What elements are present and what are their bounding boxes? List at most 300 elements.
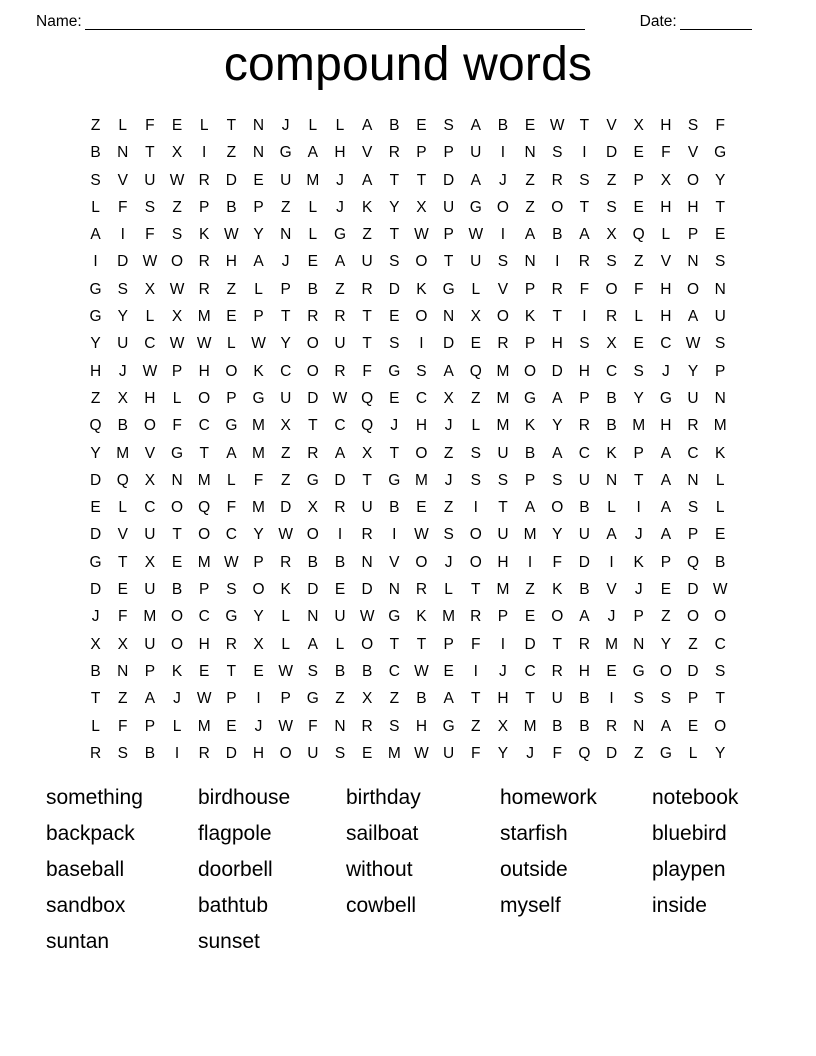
grid-cell[interactable]: R (280, 553, 292, 571)
grid-cell[interactable]: A (660, 526, 672, 544)
grid-cell[interactable]: U (551, 690, 563, 708)
grid-cell[interactable]: G (469, 198, 482, 216)
grid-cell[interactable]: M (116, 444, 130, 462)
grid-cell[interactable]: T (715, 198, 725, 216)
grid-cell[interactable]: F (172, 417, 182, 435)
grid-cell[interactable]: S (416, 362, 427, 380)
grid-cell[interactable]: K (552, 581, 563, 599)
grid-cell[interactable]: O (171, 608, 184, 626)
grid-cell[interactable]: C (605, 362, 618, 380)
grid-cell[interactable]: Y (90, 335, 101, 353)
grid-cell[interactable]: P (633, 608, 644, 626)
grid-cell[interactable]: Z (118, 690, 128, 708)
grid-cell[interactable]: G (171, 444, 184, 462)
grid-cell[interactable]: Z (226, 280, 237, 298)
grid-cell[interactable]: E (660, 581, 672, 599)
word-list-item[interactable]: sailboat (346, 822, 419, 845)
grid-cell[interactable]: Q (578, 744, 591, 762)
grid-cell[interactable]: A (334, 444, 346, 462)
grid-cell[interactable]: N (252, 144, 265, 162)
grid-cell[interactable]: D (334, 471, 346, 489)
grid-cell[interactable]: W (142, 362, 158, 380)
grid-cell[interactable]: R (198, 253, 210, 271)
grid-cell[interactable]: F (145, 226, 155, 244)
grid-cell[interactable]: S (90, 171, 101, 189)
grid-cell[interactable]: I (500, 635, 506, 653)
grid-cell[interactable]: H (578, 662, 590, 680)
grid-cell[interactable]: U (578, 526, 590, 544)
grid-cell[interactable]: O (171, 635, 184, 653)
grid-cell[interactable]: T (226, 662, 237, 680)
grid-cell[interactable]: K (199, 226, 210, 244)
grid-cell[interactable]: A (524, 226, 536, 244)
grid-cell[interactable]: A (552, 444, 563, 462)
grid-cell[interactable]: O (496, 308, 509, 326)
grid-cell[interactable]: A (687, 308, 699, 326)
grid-cell[interactable]: D (117, 253, 129, 271)
grid-cell[interactable]: W (414, 744, 429, 762)
grid-cell[interactable]: A (470, 117, 481, 134)
grid-cell[interactable]: G (306, 471, 319, 489)
grid-cell[interactable]: C (687, 444, 699, 462)
grid-cell[interactable]: E (253, 171, 264, 189)
grid-cell[interactable]: R (334, 362, 346, 380)
grid-cell[interactable]: R (361, 717, 373, 735)
grid-cell[interactable]: J (499, 171, 507, 189)
grid-cell[interactable]: J (173, 690, 181, 708)
grid-cell[interactable]: S (470, 471, 481, 489)
grid-cell[interactable]: X (497, 717, 509, 735)
grid-cell[interactable]: G (225, 608, 238, 626)
grid-cell[interactable]: P (524, 280, 536, 298)
grid-cell[interactable]: X (470, 308, 481, 326)
grid-cell[interactable]: Y (117, 308, 128, 326)
grid-cell[interactable]: Y (552, 417, 563, 435)
grid-cell[interactable]: E (606, 662, 617, 680)
grid-cell[interactable]: O (415, 253, 428, 271)
grid-cell[interactable]: O (686, 608, 700, 626)
grid-cell[interactable]: C (144, 499, 156, 517)
grid-cell[interactable]: P (579, 389, 590, 407)
grid-cell[interactable]: O (686, 280, 700, 298)
grid-cell[interactable]: P (253, 553, 264, 571)
grid-cell[interactable]: W (169, 335, 185, 353)
grid-cell[interactable]: S (579, 171, 590, 189)
grid-cell[interactable]: M (197, 471, 211, 489)
grid-cell[interactable]: R (361, 526, 373, 544)
grid-cell[interactable]: J (444, 553, 453, 571)
grid-cell[interactable]: H (687, 198, 699, 216)
grid-cell[interactable]: O (659, 662, 672, 680)
grid-cell[interactable]: Y (253, 526, 264, 544)
grid-cell[interactable]: C (415, 389, 428, 407)
grid-cell[interactable]: T (226, 117, 237, 134)
grid-cell[interactable]: T (552, 635, 562, 653)
grid-cell[interactable]: M (442, 608, 456, 626)
grid-cell[interactable]: T (633, 471, 644, 489)
grid-cell[interactable]: I (93, 253, 98, 271)
grid-cell[interactable]: L (118, 499, 128, 517)
grid-cell[interactable]: H (497, 690, 509, 708)
grid-cell[interactable]: T (362, 335, 372, 353)
grid-cell[interactable]: N (633, 717, 645, 735)
grid-cell[interactable]: U (144, 635, 156, 653)
grid-cell[interactable]: C (198, 417, 210, 435)
grid-cell[interactable]: M (252, 417, 265, 435)
grid-cell[interactable]: B (606, 389, 617, 407)
grid-cell[interactable]: A (579, 608, 590, 626)
grid-cell[interactable]: Z (525, 171, 535, 189)
grid-cell[interactable]: O (306, 526, 319, 544)
grid-cell[interactable]: Z (633, 253, 644, 271)
grid-cell[interactable]: X (90, 635, 101, 653)
grid-cell[interactable]: U (334, 608, 346, 626)
grid-cell[interactable]: O (306, 362, 319, 380)
word-list-item[interactable]: homework (500, 786, 597, 809)
grid-cell[interactable]: G (252, 389, 265, 407)
grid-cell[interactable]: J (281, 253, 290, 271)
grid-cell[interactable]: T (280, 308, 291, 326)
grid-cell[interactable]: E (524, 117, 536, 134)
word-list-item[interactable]: flagpole (198, 822, 272, 845)
grid-cell[interactable]: Q (469, 362, 482, 380)
grid-cell[interactable]: R (687, 417, 699, 435)
word-list-item[interactable]: baseball (46, 858, 125, 881)
grid-cell[interactable]: H (198, 362, 210, 380)
grid-cell[interactable]: P (443, 635, 454, 653)
grid-cell[interactable]: W (142, 253, 158, 271)
grid-cell[interactable]: Z (633, 744, 644, 762)
grid-cell[interactable]: S (470, 444, 481, 462)
word-list-item[interactable]: doorbell (198, 858, 273, 881)
grid-cell[interactable]: E (117, 581, 128, 599)
grid-cell[interactable]: T (118, 553, 128, 571)
grid-cell[interactable]: H (225, 253, 237, 271)
grid-cell[interactable]: Z (335, 690, 345, 708)
grid-cell[interactable]: S (334, 744, 346, 762)
grid-cell[interactable]: W (414, 526, 429, 544)
grid-cell[interactable]: S (171, 226, 183, 244)
grid-cell[interactable]: R (551, 662, 563, 680)
grid-cell[interactable]: P (524, 471, 536, 489)
grid-cell[interactable]: J (634, 581, 643, 599)
grid-cell[interactable]: Z (661, 608, 671, 626)
grid-cell[interactable]: P (497, 608, 509, 626)
grid-cell[interactable]: J (661, 362, 670, 380)
grid-cell[interactable]: M (252, 444, 265, 462)
grid-cell[interactable]: O (496, 198, 509, 216)
grid-cell[interactable]: C (225, 526, 237, 544)
grid-cell[interactable]: E (199, 662, 210, 680)
grid-cell[interactable]: A (253, 253, 264, 271)
grid-cell[interactable]: H (578, 362, 590, 380)
grid-cell[interactable]: H (497, 553, 509, 571)
grid-cell[interactable]: S (715, 253, 726, 271)
grid-cell[interactable]: S (552, 144, 563, 162)
grid-cell[interactable]: P (253, 198, 264, 216)
grid-cell[interactable]: I (582, 144, 587, 162)
grid-cell[interactable]: R (388, 144, 400, 162)
grid-cell[interactable]: T (90, 690, 101, 708)
grid-cell[interactable]: H (660, 308, 672, 326)
grid-cell[interactable]: O (551, 198, 564, 216)
grid-cell[interactable]: F (633, 280, 644, 298)
grid-cell[interactable]: I (500, 226, 506, 244)
grid-cell[interactable]: U (144, 171, 156, 189)
grid-cell[interactable]: D (687, 581, 699, 599)
grid-cell[interactable]: T (199, 444, 209, 462)
grid-cell[interactable]: J (499, 662, 507, 680)
grid-cell[interactable]: G (659, 744, 672, 762)
grid-cell[interactable]: A (606, 526, 617, 544)
word-list-item[interactable]: something (46, 786, 143, 809)
grid-cell[interactable]: Z (606, 171, 617, 189)
grid-cell[interactable]: R (198, 171, 210, 189)
grid-cell[interactable]: B (334, 553, 346, 571)
grid-cell[interactable]: A (660, 444, 672, 462)
grid-cell[interactable]: E (633, 335, 644, 353)
grid-cell[interactable]: E (226, 308, 237, 326)
grid-cell[interactable]: D (89, 471, 102, 489)
grid-cell[interactable]: C (524, 662, 536, 680)
grid-cell[interactable]: S (606, 253, 617, 271)
grid-cell[interactable]: H (551, 335, 563, 353)
grid-cell[interactable]: G (659, 389, 672, 407)
grid-cell[interactable]: B (579, 499, 590, 517)
grid-cell[interactable]: B (524, 444, 536, 462)
grid-cell[interactable]: R (198, 744, 210, 762)
grid-cell[interactable]: X (144, 471, 156, 489)
grid-cell[interactable]: R (605, 717, 618, 735)
grid-cell[interactable]: R (89, 744, 102, 762)
grid-cell[interactable]: Z (280, 444, 291, 462)
grid-cell[interactable]: G (306, 690, 319, 708)
grid-cell[interactable]: P (687, 526, 699, 544)
grid-cell[interactable]: B (171, 581, 183, 599)
grid-cell[interactable]: P (280, 280, 291, 298)
grid-cell[interactable]: A (307, 635, 318, 653)
grid-cell[interactable]: F (118, 608, 128, 626)
grid-cell[interactable]: A (552, 389, 563, 407)
grid-cell[interactable]: I (582, 308, 587, 326)
grid-cell[interactable]: S (226, 581, 237, 599)
grid-cell[interactable]: X (253, 635, 264, 653)
grid-cell[interactable]: I (337, 526, 343, 544)
grid-cell[interactable]: H (660, 117, 672, 134)
grid-cell[interactable]: I (419, 335, 424, 353)
grid-cell[interactable]: S (144, 198, 156, 216)
grid-cell[interactable]: L (661, 226, 671, 244)
grid-cell[interactable]: T (471, 690, 481, 708)
grid-cell[interactable]: D (388, 280, 400, 298)
grid-cell[interactable]: P (199, 581, 210, 599)
grid-cell[interactable]: J (281, 117, 290, 134)
grid-cell[interactable]: P (443, 144, 454, 162)
grid-cell[interactable]: B (90, 144, 101, 162)
grid-cell[interactable]: T (389, 635, 400, 653)
grid-cell[interactable]: H (660, 417, 672, 435)
grid-cell[interactable]: B (389, 117, 400, 134)
grid-cell[interactable]: E (361, 744, 373, 762)
grid-cell[interactable]: L (471, 280, 481, 298)
grid-cell[interactable]: L (281, 608, 290, 626)
grid-cell[interactable]: O (605, 280, 618, 298)
grid-cell[interactable]: T (172, 526, 182, 544)
grid-cell[interactable]: M (197, 308, 211, 326)
grid-cell[interactable]: B (579, 690, 590, 708)
grid-cell[interactable]: K (606, 444, 617, 462)
grid-cell[interactable]: B (90, 662, 101, 680)
grid-cell[interactable]: Z (362, 226, 372, 244)
grid-cell[interactable]: L (281, 635, 290, 653)
grid-cell[interactable]: W (169, 171, 185, 189)
grid-cell[interactable]: V (497, 280, 509, 298)
grid-cell[interactable]: F (471, 635, 481, 653)
grid-cell[interactable]: N (443, 308, 455, 326)
grid-cell[interactable]: T (389, 444, 400, 462)
grid-cell[interactable]: L (199, 117, 209, 134)
grid-cell[interactable]: E (687, 717, 699, 735)
grid-cell[interactable]: L (254, 280, 263, 298)
grid-cell[interactable]: C (144, 335, 156, 353)
grid-cell[interactable]: L (444, 581, 453, 599)
grid-cell[interactable]: J (444, 471, 453, 489)
grid-cell[interactable]: E (633, 144, 644, 162)
grid-cell[interactable]: D (443, 171, 455, 189)
grid-cell[interactable]: O (171, 253, 184, 271)
grid-cell[interactable]: L (634, 308, 644, 326)
grid-cell[interactable]: N (307, 608, 319, 626)
grid-cell[interactable]: G (89, 280, 102, 298)
grid-cell[interactable]: R (361, 280, 373, 298)
grid-cell[interactable]: J (336, 171, 344, 189)
grid-cell[interactable]: I (473, 499, 478, 517)
grid-cell[interactable]: O (198, 526, 211, 544)
grid-cell[interactable]: W (332, 389, 348, 407)
grid-cell[interactable]: M (523, 717, 537, 735)
grid-cell[interactable]: I (555, 253, 560, 271)
grid-cell[interactable]: T (579, 117, 590, 134)
grid-cell[interactable]: S (660, 690, 672, 708)
grid-cell[interactable]: X (443, 389, 454, 407)
grid-cell[interactable]: A (443, 362, 454, 380)
grid-cell[interactable]: W (224, 226, 239, 244)
grid-cell[interactable]: R (551, 171, 563, 189)
grid-cell[interactable]: X (144, 553, 156, 571)
grid-cell[interactable]: U (280, 171, 292, 189)
grid-cell[interactable]: T (552, 308, 562, 326)
grid-cell[interactable]: L (91, 717, 100, 735)
grid-cell[interactable]: O (361, 635, 374, 653)
grid-cell[interactable]: H (660, 198, 672, 216)
grid-cell[interactable]: U (144, 581, 156, 599)
grid-cell[interactable]: I (120, 226, 125, 244)
grid-cell[interactable]: T (362, 471, 372, 489)
grid-cell[interactable]: E (470, 335, 481, 353)
grid-cell[interactable]: T (471, 581, 481, 599)
grid-cell[interactable]: C (334, 417, 346, 435)
grid-cell[interactable]: T (362, 308, 372, 326)
grid-cell[interactable]: G (388, 362, 401, 380)
grid-cell[interactable]: W (278, 662, 293, 680)
grid-cell[interactable]: H (198, 635, 210, 653)
grid-cell[interactable]: P (715, 362, 726, 380)
grid-cell[interactable]: X (361, 690, 373, 708)
grid-cell[interactable]: B (144, 744, 156, 762)
grid-cell[interactable]: Z (471, 389, 481, 407)
grid-cell[interactable]: S (552, 471, 563, 489)
grid-cell[interactable]: U (144, 526, 156, 544)
grid-cell[interactable]: E (226, 717, 237, 735)
word-list-item[interactable]: starfish (500, 822, 568, 845)
word-list-item[interactable]: backpack (46, 822, 135, 845)
grid-cell[interactable]: S (117, 280, 128, 298)
word-list-item[interactable]: playpen (652, 858, 726, 881)
grid-cell[interactable]: Z (90, 389, 101, 407)
grid-cell[interactable]: O (279, 744, 292, 762)
grid-cell[interactable]: N (117, 662, 129, 680)
grid-cell[interactable]: D (361, 581, 373, 599)
grid-cell[interactable]: D (89, 581, 102, 599)
grid-cell[interactable]: X (416, 198, 427, 216)
grid-cell[interactable]: S (117, 744, 128, 762)
grid-cell[interactable]: U (307, 744, 319, 762)
grid-cell[interactable]: N (252, 117, 265, 134)
grid-cell[interactable]: W (169, 280, 185, 298)
grid-cell[interactable]: O (469, 526, 482, 544)
grid-cell[interactable]: C (388, 662, 400, 680)
grid-cell[interactable]: O (686, 171, 700, 189)
grid-cell[interactable]: Z (443, 499, 454, 517)
grid-cell[interactable]: G (388, 471, 401, 489)
grid-cell[interactable]: M (252, 499, 265, 517)
word-list-item[interactable]: bluebird (652, 822, 727, 845)
grid-cell[interactable]: I (174, 744, 180, 762)
grid-cell[interactable]: B (497, 117, 509, 134)
grid-cell[interactable]: E (389, 308, 400, 326)
grid-cell[interactable]: X (117, 389, 128, 407)
grid-cell[interactable]: A (470, 171, 481, 189)
grid-cell[interactable]: N (633, 635, 645, 653)
grid-cell[interactable]: E (171, 553, 183, 571)
grid-cell[interactable]: I (609, 553, 614, 571)
grid-cell[interactable]: O (551, 499, 564, 517)
grid-cell[interactable]: C (714, 635, 726, 653)
word-list-item[interactable]: sunset (198, 930, 260, 953)
grid-cell[interactable]: G (89, 553, 102, 571)
grid-cell[interactable]: Z (280, 198, 291, 216)
grid-cell[interactable]: L (145, 308, 155, 326)
grid-cell[interactable]: U (443, 744, 455, 762)
grid-cell[interactable]: L (308, 226, 318, 244)
grid-cell[interactable]: Q (361, 389, 374, 407)
grid-cell[interactable]: B (715, 553, 726, 571)
grid-cell[interactable]: S (715, 662, 726, 680)
grid-cell[interactable]: C (280, 362, 292, 380)
grid-cell[interactable]: F (362, 362, 372, 380)
date-input-line[interactable] (680, 14, 752, 30)
grid-cell[interactable]: M (632, 417, 646, 435)
grid-cell[interactable]: F (661, 144, 671, 162)
grid-cell[interactable]: E (253, 662, 264, 680)
grid-cell[interactable]: W (196, 335, 212, 353)
grid-cell[interactable]: P (633, 444, 644, 462)
grid-cell[interactable]: E (416, 499, 427, 517)
grid-cell[interactable]: R (578, 635, 590, 653)
grid-cell[interactable]: B (226, 198, 237, 216)
grid-cell[interactable]: A (307, 144, 318, 162)
grid-cell[interactable]: B (334, 662, 346, 680)
